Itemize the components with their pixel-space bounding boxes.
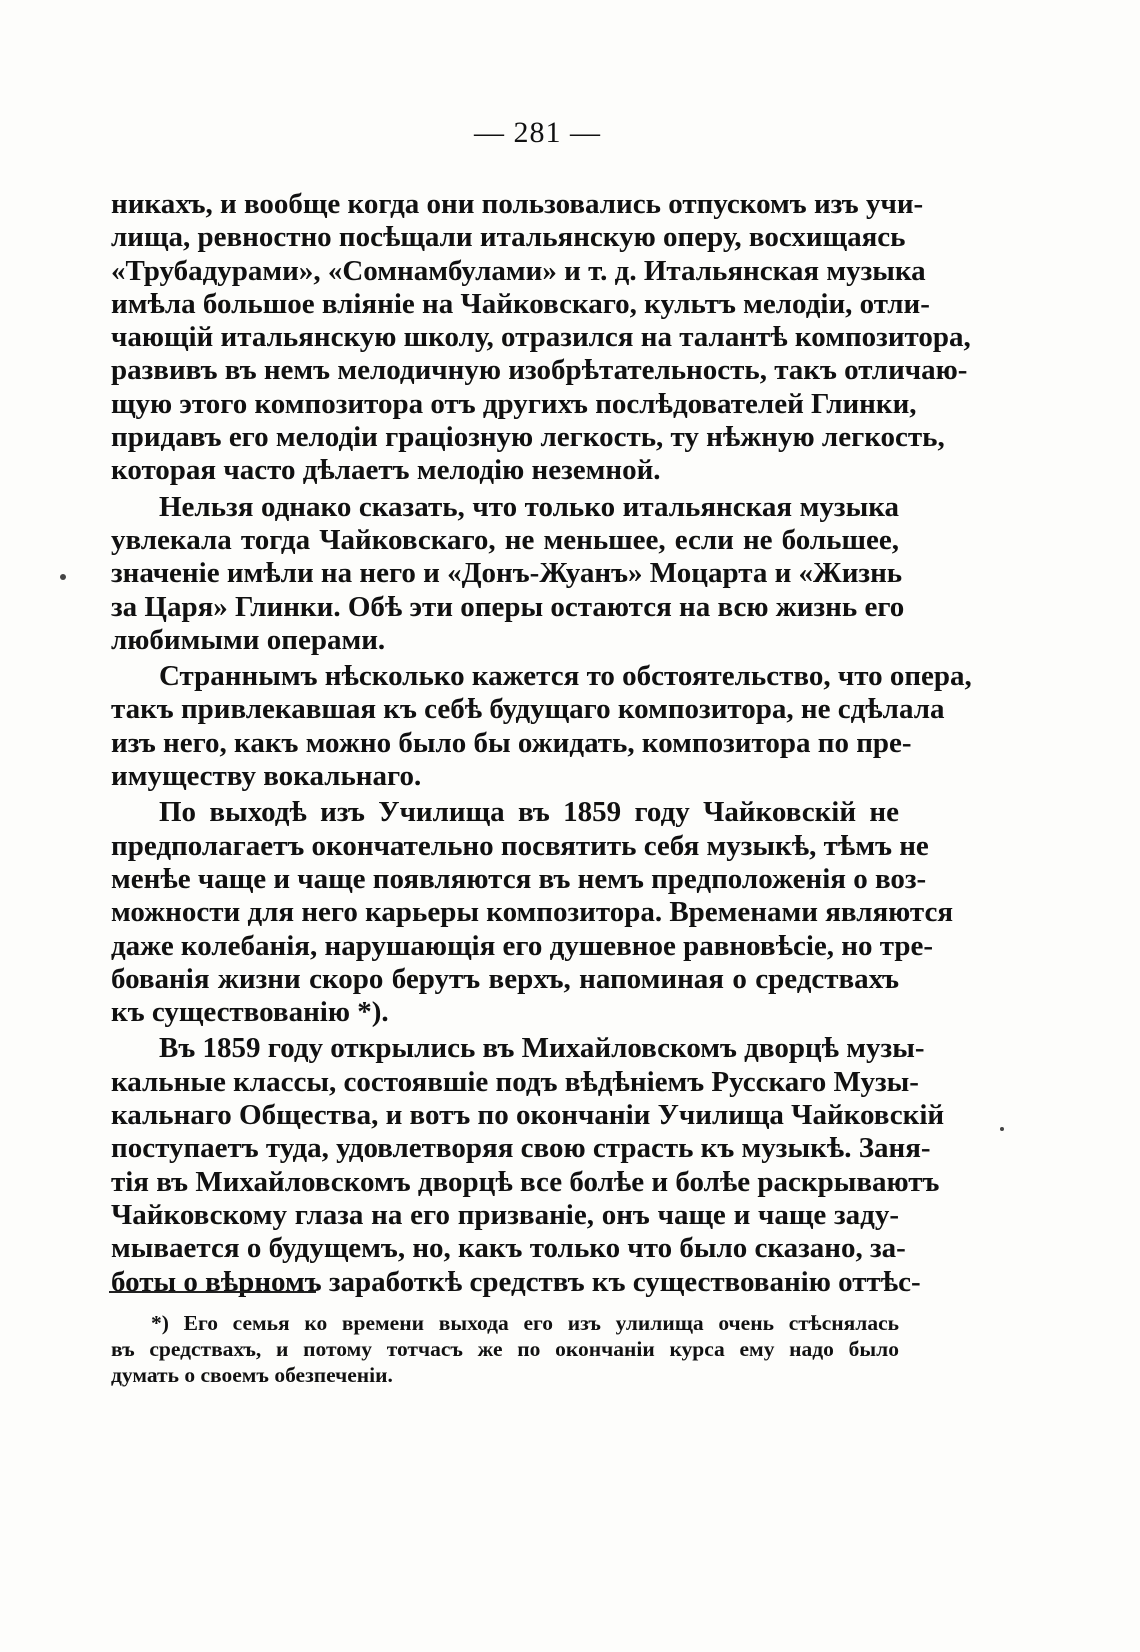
text-line: мывается о будущемъ, но, какъ только что было сказано, за- bbox=[111, 1232, 906, 1265]
text-line: тія въ Михайловскомъ дворцѣ все болѣе и болѣе раскрываютъ bbox=[111, 1165, 940, 1198]
text-line: Страннымъ нѣсколько кажется то обстоятельство, что опера, bbox=[159, 660, 972, 693]
text-line: бованія жизни скоро берутъ верхъ, напоминая о средствахъ bbox=[111, 962, 899, 995]
text-line: По выходѣ изъ Училища въ 1859 году Чайковскій не bbox=[159, 796, 899, 829]
text-line: которая часто дѣлаетъ мелодію неземной. bbox=[111, 454, 661, 487]
text-line: менѣе чаще и чаще появляются въ немъ предположенія о воз- bbox=[111, 862, 927, 895]
text-line: поступаетъ туда, удовлетворяя свою страсть къ музыкѣ. Заня- bbox=[111, 1132, 931, 1165]
text-line: значеніе имѣли на него и «Донъ-Жуанъ» Моцарта и «Жизнь bbox=[111, 557, 903, 590]
text-line: изъ него, какъ можно было бы ожидать, композитора по пре- bbox=[111, 726, 912, 759]
paragraph-5 bbox=[111, 1032, 945, 1298]
text-line: увлекала тогда Чайковскаго, не меньшее, если не большее, bbox=[111, 523, 899, 556]
footnote bbox=[111, 1310, 899, 1388]
text-line: боты о вѣрномъ заработкѣ средствъ къ существованію оттѣс- bbox=[111, 1265, 921, 1298]
page-number: — 281 — bbox=[474, 116, 601, 149]
text-line: развивъ въ немъ мелодичную изобрѣтательность, такъ отличаю- bbox=[111, 354, 968, 387]
text-line: щую этого композитора отъ другихъ послѣдователей Глинки, bbox=[111, 387, 917, 420]
footnote-line: *) Его семья ко времени выхода его изъ улилища очень стѣснялась bbox=[151, 1311, 899, 1335]
text-line: Нельзя однако сказать, что только итальянская музыка bbox=[159, 490, 899, 523]
text-line: лища, ревностно посѣщали итальянскую оперу, восхищаясь bbox=[111, 221, 906, 254]
paragraph-1 bbox=[111, 188, 971, 488]
paragraph-2 bbox=[111, 490, 905, 657]
text-line: къ существованію *). bbox=[111, 996, 389, 1029]
print-speck bbox=[60, 574, 66, 580]
text-line: придавъ его мелодіи граціозную легкость, ту нѣжную легкость, bbox=[111, 421, 945, 454]
text-line: имѣла большое вліяніе на Чайковскаго, культъ мелодіи, отли- bbox=[111, 287, 930, 320]
footnote-line: думать о своемъ обезпеченіи. bbox=[111, 1363, 393, 1387]
text-line: кальнаго Общества, и вотъ по окончаніи Училища Чайковскій bbox=[111, 1099, 945, 1132]
text-line: за Царя» Глинки. Обѣ эти оперы остаются на всю жизнь его bbox=[111, 590, 905, 623]
text-line: даже колебанія, нарушающія его душевное равновѣсіе, но тре- bbox=[111, 929, 933, 962]
text-line: Чайковскому глаза на его призваніе, онъ чаще и чаще заду- bbox=[111, 1198, 899, 1231]
text-line: кальные классы, состоявшіе подъ вѣдѣніемъ Русскаго Музы- bbox=[111, 1065, 919, 1098]
text-line: «Трубадурами», «Сомнамбулами» и т. д. Итальянская музыка bbox=[111, 254, 926, 287]
text-line: чающій итальянскую школу, отразился на талантѣ композитора, bbox=[111, 321, 971, 354]
text-line: Въ 1859 году открылись въ Михайловскомъ дворцѣ музы- bbox=[159, 1032, 925, 1065]
text-line: такъ привлекавшая къ себѣ будущаго композитора, не сдѣлала bbox=[111, 693, 945, 726]
text-line: предполагаетъ окончательно посвятить себя музыкѣ, тѣмъ не bbox=[111, 829, 929, 862]
paragraph-4 bbox=[111, 796, 954, 1029]
main-text bbox=[111, 188, 972, 1299]
footnote-line: въ средствахъ, и потому тотчасъ же по окончаніи курса ему надо было bbox=[111, 1337, 899, 1361]
text-line: любимыми операми. bbox=[111, 623, 386, 656]
paragraph-3 bbox=[111, 660, 972, 793]
text-line: можности для него карьеры композитора. Временами являются bbox=[111, 896, 954, 929]
footnote-divider bbox=[109, 1291, 316, 1293]
text-line: никахъ, и вообще когда они пользовались отпускомъ изъ учи- bbox=[111, 188, 924, 220]
print-speck bbox=[1000, 1127, 1004, 1131]
text-line: имуществу вокальнаго. bbox=[111, 760, 422, 793]
